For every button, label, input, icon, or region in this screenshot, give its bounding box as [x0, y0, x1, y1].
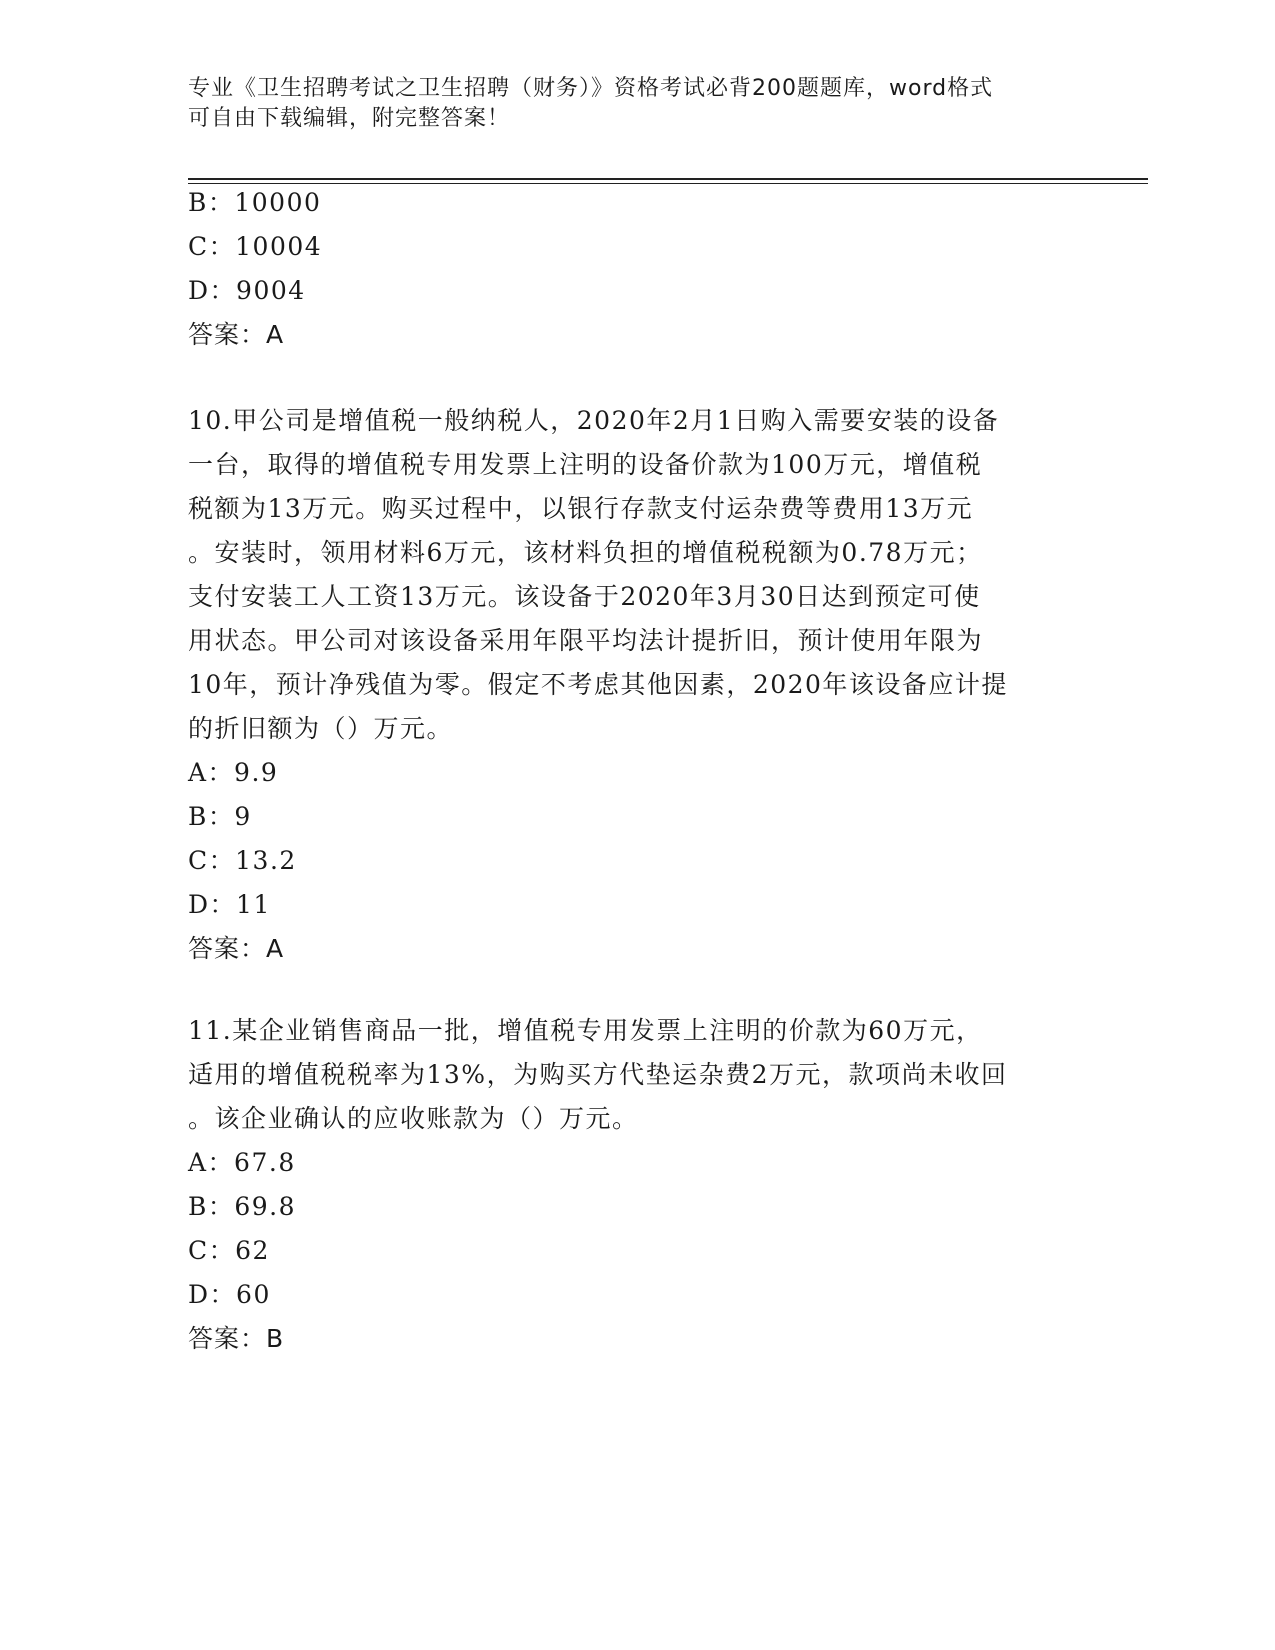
- q10-stem-line-4: 。安装时，领用材料6万元，该材料负担的增值税税额为0.78万元；: [188, 538, 983, 567]
- q10-option-b: B：9: [188, 802, 252, 831]
- q10-option-d: D：11: [188, 890, 271, 919]
- q11-stem-line-3: 。该企业确认的应收账款为（）万元。: [188, 1104, 639, 1133]
- q10-stem-line-2: 一台，取得的增值税专用发票上注明的设备价款为100万元，增值税: [188, 450, 983, 479]
- header-divider-thin: [188, 183, 1148, 184]
- q10-option-c: C：13.2: [188, 846, 297, 875]
- q9-answer: 答案：A: [188, 320, 285, 349]
- q10-answer: 答案：A: [188, 934, 285, 963]
- q11-stem-line-1: 11.某企业销售商品一批，增值税专用发票上注明的价款为60万元，: [188, 1016, 983, 1045]
- q10-stem-line-1: 10.甲公司是增值税一般纳税人，2020年2月1日购入需要安装的设备: [188, 406, 1000, 435]
- q11-option-c: C：62: [188, 1236, 270, 1265]
- q10-stem-line-5: 支付安装工人工资13万元。该设备于2020年3月30日达到预定可使: [188, 582, 981, 611]
- q11-option-b: B：69.8: [188, 1192, 297, 1221]
- q10-stem-line-8: 的折旧额为（）万元。: [188, 714, 454, 743]
- q9-option-c: C：10004: [188, 232, 323, 261]
- q10-stem-line-3: 税额为13万元。购买过程中，以银行存款支付运杂费等费用13万元: [188, 494, 974, 523]
- q9-option-b: B：10000: [188, 188, 322, 217]
- q11-option-d: D：60: [188, 1280, 271, 1309]
- header-title-line-2: 可自由下载编辑，附完整答案！: [188, 106, 511, 131]
- header-title-line-1: 专业《卫生招聘考试之卫生招聘（财务）》资格考试必背200题题库，word格式: [188, 76, 994, 101]
- document-header: [188, 74, 1088, 134]
- q11-option-a: A：67.8: [188, 1148, 296, 1177]
- q10-stem-line-6: 用状态。甲公司对该设备采用年限平均法计提折旧，预计使用年限为: [188, 626, 984, 655]
- q11-stem-line-2: 适用的增值税税率为13%，为购买方代垫运杂费2万元，款项尚未收回: [188, 1060, 1008, 1089]
- q9-option-d: D：9004: [188, 276, 306, 305]
- q11-answer: 答案：B: [188, 1324, 285, 1353]
- header-divider-thick: [188, 178, 1148, 180]
- q10-option-a: A：9.9: [188, 758, 279, 787]
- q10-stem-line-7: 10年，预计净残值为零。假定不考虑其他因素，2020年该设备应计提: [188, 670, 1008, 699]
